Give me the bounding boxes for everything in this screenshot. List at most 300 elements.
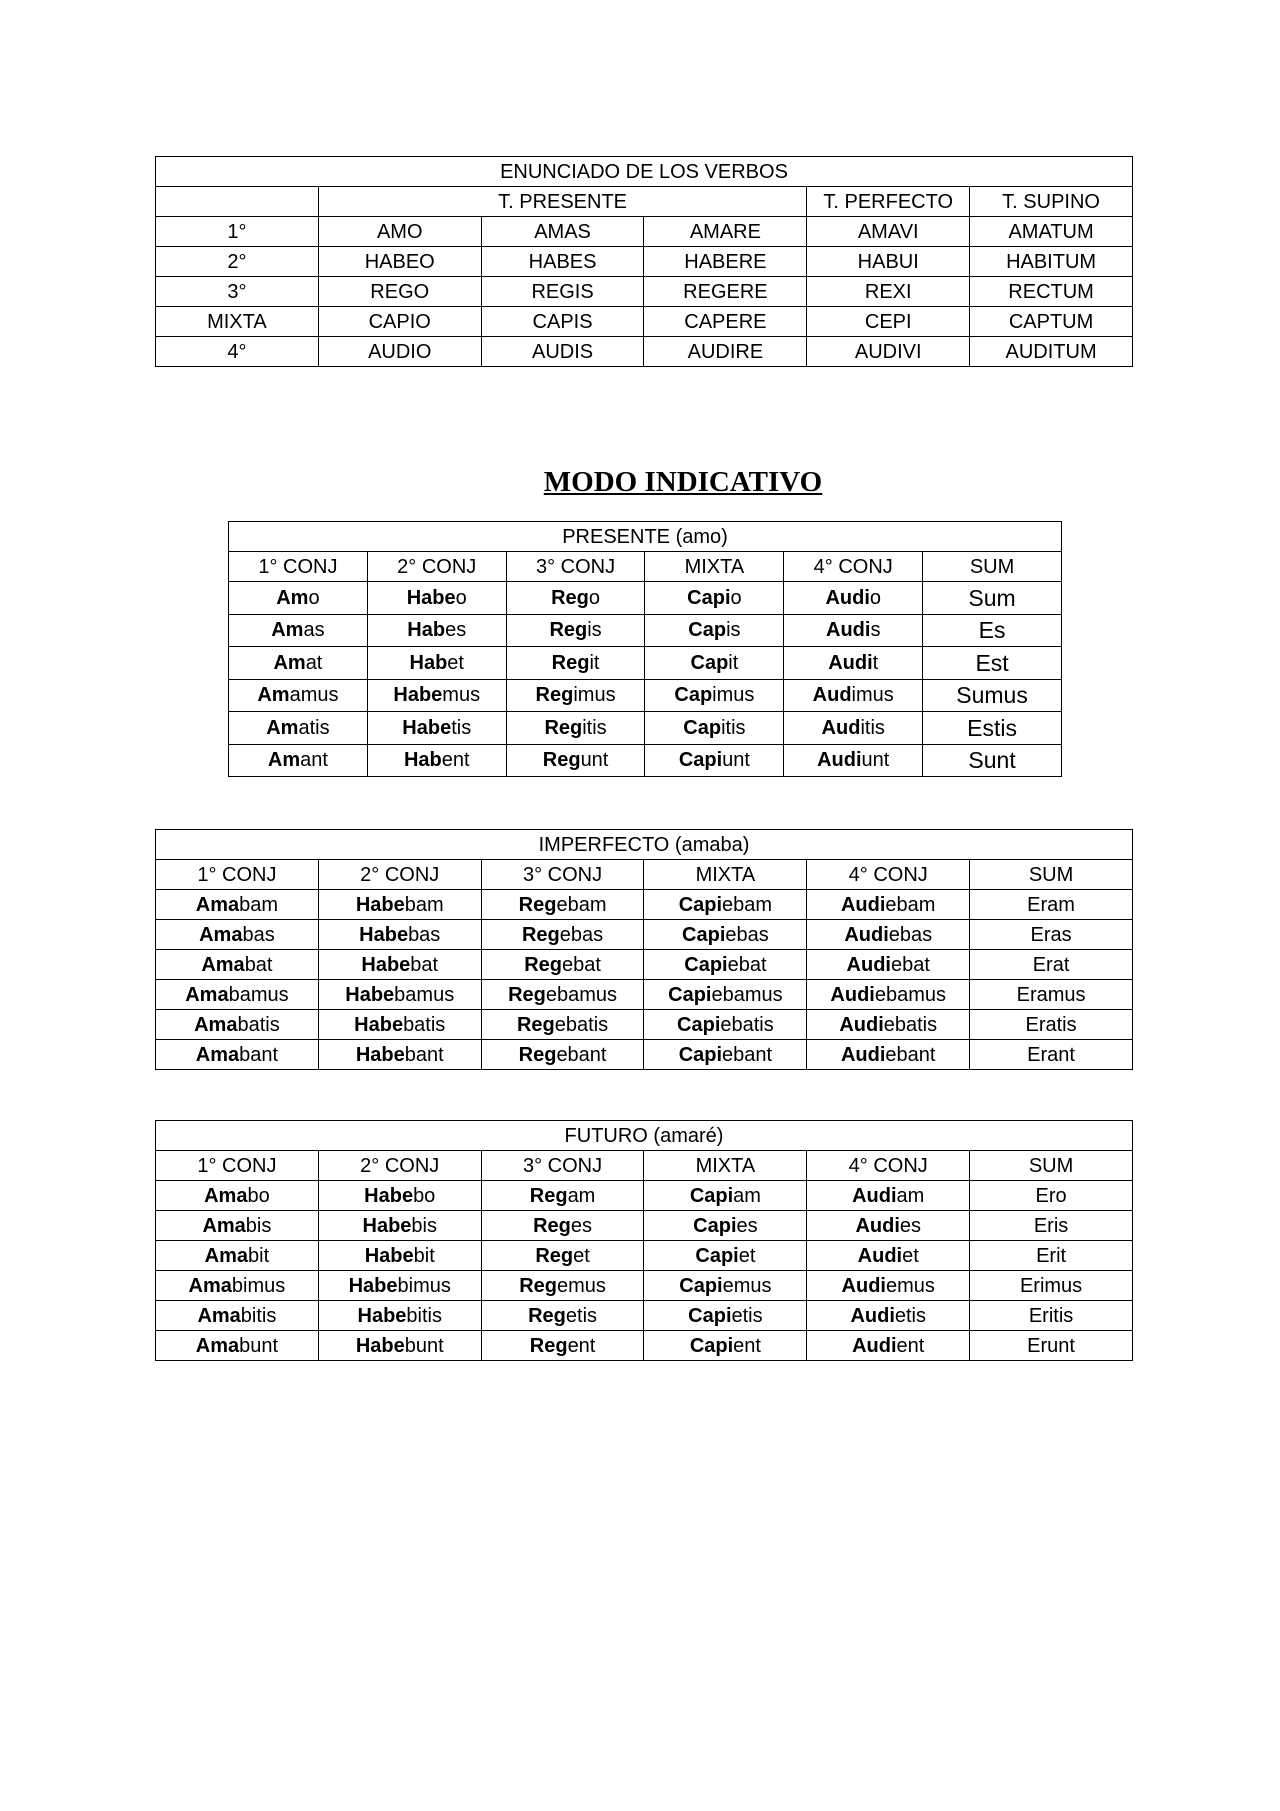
verb-ending: bit bbox=[248, 1244, 270, 1267]
verb-form-cell bbox=[506, 744, 645, 777]
verb-form-cell bbox=[644, 890, 807, 920]
verb-ending: atis bbox=[298, 716, 330, 739]
verb-form-cell bbox=[367, 712, 506, 745]
verb-ending: ebam bbox=[556, 893, 607, 916]
verb-stem: Cap bbox=[683, 716, 722, 739]
table-row bbox=[156, 950, 1133, 980]
verb-form-cell bbox=[156, 980, 319, 1010]
sum-cell: Ero bbox=[970, 1181, 1133, 1211]
verb-stem: Capi bbox=[679, 1274, 723, 1297]
table-row bbox=[156, 1010, 1133, 1040]
verb-form-cell bbox=[506, 712, 645, 745]
verb-stem: Audi bbox=[830, 983, 875, 1006]
verb-stem: Audi bbox=[852, 1184, 897, 1207]
verb-ending: itis bbox=[721, 716, 746, 739]
verb-form-cell bbox=[807, 1040, 970, 1070]
verb-stem: Habe bbox=[355, 893, 405, 916]
sum-cell: Sunt bbox=[923, 744, 1062, 777]
verb-form-cell bbox=[807, 1211, 970, 1241]
verb-stem: Capi bbox=[682, 923, 726, 946]
table-cell: CAPTUM bbox=[970, 307, 1133, 337]
verb-stem: Ama bbox=[199, 923, 243, 946]
verb-form-cell bbox=[784, 647, 923, 680]
sum-cell: Eratis bbox=[970, 1010, 1133, 1040]
verb-ending: batis bbox=[237, 1013, 280, 1036]
futuro-table bbox=[155, 1120, 1133, 1361]
verb-ending: imus bbox=[851, 684, 894, 707]
verb-form-cell bbox=[784, 712, 923, 745]
verb-form-cell bbox=[367, 582, 506, 615]
sum-cell: Est bbox=[923, 647, 1062, 680]
verb-stem: Reg bbox=[518, 893, 557, 916]
table-row bbox=[156, 307, 1133, 337]
verb-stem: Reg bbox=[519, 1274, 558, 1297]
column-header: 3° CONJ bbox=[481, 1151, 644, 1181]
verb-ending: s bbox=[870, 619, 881, 642]
verb-ending: itis bbox=[582, 716, 607, 739]
table-row bbox=[156, 337, 1133, 367]
column-header: 4° CONJ bbox=[784, 552, 923, 582]
verb-stem: Audi bbox=[817, 749, 862, 772]
verb-form-cell bbox=[156, 1181, 319, 1211]
verb-form-cell bbox=[784, 744, 923, 777]
verb-ending: o bbox=[455, 586, 467, 609]
column-header: 1° CONJ bbox=[156, 860, 319, 890]
verb-stem: Aud bbox=[821, 716, 861, 739]
verb-form-cell bbox=[784, 679, 923, 712]
column-header: SUM bbox=[970, 860, 1133, 890]
table-cell: AUDIRE bbox=[644, 337, 807, 367]
enunciado-header-empty bbox=[156, 187, 319, 217]
verb-stem: Habe bbox=[393, 684, 443, 707]
verb-stem: Ama bbox=[197, 1304, 241, 1327]
sum-cell: Erat bbox=[970, 950, 1133, 980]
verb-ending: ant bbox=[300, 749, 328, 772]
verb-form-cell bbox=[318, 1211, 481, 1241]
verb-stem: Reg bbox=[508, 983, 546, 1006]
verb-stem: Reg bbox=[516, 1013, 555, 1036]
verb-form-cell bbox=[481, 1241, 644, 1271]
table-row bbox=[156, 890, 1133, 920]
table-cell: CAPIO bbox=[318, 307, 481, 337]
verb-form-cell bbox=[367, 614, 506, 647]
verb-form-cell bbox=[156, 1271, 319, 1301]
verb-stem: Habe bbox=[355, 1334, 405, 1357]
verb-form-cell bbox=[481, 1301, 644, 1331]
column-header: 3° CONJ bbox=[506, 552, 645, 582]
verb-form-cell bbox=[644, 1211, 807, 1241]
verb-ending: mus bbox=[442, 684, 481, 707]
table-row bbox=[229, 647, 1062, 680]
verb-stem: Am bbox=[267, 749, 301, 772]
verb-ending: ent bbox=[733, 1334, 761, 1357]
verb-form-cell bbox=[506, 614, 645, 647]
verb-stem: Capi bbox=[688, 1304, 732, 1327]
verb-form-cell bbox=[367, 679, 506, 712]
table-row bbox=[156, 980, 1133, 1010]
verb-ending: ebam bbox=[722, 893, 773, 916]
sum-cell: Erant bbox=[970, 1040, 1133, 1070]
verb-form-cell bbox=[481, 920, 644, 950]
enunciado-header-supino: T. SUPINO bbox=[970, 187, 1133, 217]
verb-stem: Audi bbox=[855, 1214, 900, 1237]
column-header: 2° CONJ bbox=[318, 860, 481, 890]
verb-ending: o bbox=[588, 586, 601, 609]
verb-form-cell bbox=[645, 614, 784, 647]
verb-ending: emus bbox=[557, 1274, 606, 1297]
table-cell: REGIS bbox=[481, 277, 644, 307]
verb-form-cell bbox=[807, 1331, 970, 1361]
verb-ending: bas bbox=[242, 923, 275, 946]
verb-ending: tis bbox=[451, 716, 472, 739]
table-row bbox=[229, 744, 1062, 777]
verb-ending: am bbox=[896, 1184, 925, 1207]
sum-cell: Eram bbox=[970, 890, 1133, 920]
verb-form-cell bbox=[506, 679, 645, 712]
table-row bbox=[156, 247, 1133, 277]
table-cell: 1° bbox=[156, 217, 319, 247]
verb-form-cell bbox=[645, 712, 784, 745]
table-cell: HABUI bbox=[807, 247, 970, 277]
verb-stem: Ama bbox=[201, 953, 245, 976]
verb-form-cell bbox=[644, 1241, 807, 1271]
verb-form-cell bbox=[645, 582, 784, 615]
verb-form-cell bbox=[156, 1010, 319, 1040]
verb-stem: Capi bbox=[677, 1013, 721, 1036]
verb-ending: bat bbox=[410, 953, 439, 976]
table-row bbox=[156, 1040, 1133, 1070]
verb-stem: Capi bbox=[684, 953, 728, 976]
verb-stem: Reg bbox=[524, 953, 562, 976]
column-header: SUM bbox=[970, 1151, 1133, 1181]
verb-stem: Audi bbox=[857, 1244, 903, 1267]
table-title: PRESENTE (amo) bbox=[229, 522, 1062, 552]
verb-form-cell bbox=[156, 1331, 319, 1361]
verb-form-cell bbox=[506, 582, 645, 615]
sum-cell: Es bbox=[923, 614, 1062, 647]
verb-ending: ent bbox=[441, 749, 470, 772]
verb-form-cell bbox=[318, 950, 481, 980]
verb-stem: Reg bbox=[521, 923, 560, 946]
sum-cell: Erimus bbox=[970, 1271, 1133, 1301]
verb-stem: Audi bbox=[844, 923, 889, 946]
table-row bbox=[156, 920, 1133, 950]
verb-ending: bunt bbox=[404, 1334, 444, 1357]
verb-stem: Ama bbox=[202, 1214, 246, 1237]
verb-stem: Capi bbox=[689, 1184, 734, 1207]
verb-ending: ebatis bbox=[554, 1013, 609, 1036]
verb-ending: bam bbox=[239, 893, 279, 916]
imperfecto-table bbox=[155, 829, 1133, 1070]
table-cell: AMATUM bbox=[970, 217, 1133, 247]
verb-form-cell bbox=[644, 1181, 807, 1211]
verb-ending: bamus bbox=[394, 983, 455, 1006]
verb-ending: es bbox=[570, 1214, 593, 1237]
verb-form-cell bbox=[318, 1271, 481, 1301]
verb-ending: ent bbox=[896, 1334, 925, 1357]
verb-stem: Audi bbox=[841, 1274, 886, 1297]
verb-form-cell bbox=[318, 1301, 481, 1331]
table-cell: AUDIS bbox=[481, 337, 644, 367]
verb-stem: Habe bbox=[359, 923, 409, 946]
verb-stem: Capi bbox=[678, 1043, 723, 1066]
verb-ending: amus bbox=[289, 684, 339, 707]
verb-stem: Am bbox=[271, 619, 304, 642]
verb-stem: Aud bbox=[812, 684, 852, 707]
verb-stem: Habe bbox=[357, 1304, 407, 1327]
verb-form-cell bbox=[229, 679, 368, 712]
verb-form-cell bbox=[156, 890, 319, 920]
verb-form-cell bbox=[229, 712, 368, 745]
sum-cell: Eritis bbox=[970, 1301, 1133, 1331]
verb-stem: Audi bbox=[846, 953, 891, 976]
sum-cell: Eras bbox=[970, 920, 1133, 950]
table-row bbox=[156, 1181, 1133, 1211]
verb-stem: Capi bbox=[678, 893, 723, 916]
verb-stem: Ama bbox=[204, 1244, 249, 1267]
verb-stem: Audi bbox=[825, 586, 870, 609]
verb-ending: bo bbox=[247, 1184, 270, 1207]
verb-form-cell bbox=[807, 1271, 970, 1301]
verb-ending: bas bbox=[408, 923, 441, 946]
verb-form-cell bbox=[807, 890, 970, 920]
verb-form-cell bbox=[481, 1181, 644, 1211]
verb-stem: Ama bbox=[195, 1043, 240, 1066]
table-row bbox=[229, 614, 1062, 647]
verb-ending: it bbox=[728, 651, 739, 674]
verb-ending: at bbox=[305, 651, 323, 674]
verb-form-cell bbox=[644, 1271, 807, 1301]
verb-ending: ebatis bbox=[883, 1013, 938, 1036]
verb-ending: et bbox=[902, 1244, 919, 1267]
verb-stem: Audi bbox=[852, 1334, 897, 1357]
verb-form-cell bbox=[644, 980, 807, 1010]
verb-stem: Am bbox=[266, 716, 299, 739]
column-header: 1° CONJ bbox=[156, 1151, 319, 1181]
sum-cell: Erit bbox=[970, 1241, 1133, 1271]
verb-stem: Reg bbox=[529, 1184, 568, 1207]
verb-stem: Reg bbox=[549, 619, 588, 642]
verb-ending: unt bbox=[861, 749, 890, 772]
verb-form-cell bbox=[318, 890, 481, 920]
verb-form-cell bbox=[156, 1211, 319, 1241]
verb-ending: ebas bbox=[559, 923, 604, 946]
verb-form-cell bbox=[784, 614, 923, 647]
verb-stem: Am bbox=[273, 651, 306, 674]
sum-cell: Sum bbox=[923, 582, 1062, 615]
verb-form-cell bbox=[481, 1010, 644, 1040]
column-header: 4° CONJ bbox=[807, 860, 970, 890]
verb-ending: es bbox=[445, 619, 467, 642]
verb-ending: bitis bbox=[406, 1304, 442, 1327]
table-cell: 4° bbox=[156, 337, 319, 367]
verb-ending: bamus bbox=[228, 983, 289, 1006]
verb-ending: bant bbox=[404, 1043, 444, 1066]
table-row bbox=[156, 1271, 1133, 1301]
verb-ending: bis bbox=[245, 1214, 272, 1237]
verb-form-cell bbox=[644, 920, 807, 950]
verb-ending: ebat bbox=[562, 953, 601, 976]
column-header: MIXTA bbox=[644, 1151, 807, 1181]
verb-ending: as bbox=[303, 619, 325, 642]
sum-cell: Eris bbox=[970, 1211, 1133, 1241]
verb-form-cell bbox=[481, 1331, 644, 1361]
table-row bbox=[229, 582, 1062, 615]
table-title: FUTURO (amaré) bbox=[156, 1121, 1133, 1151]
verb-stem: Am bbox=[257, 684, 290, 707]
verb-form-cell bbox=[644, 1331, 807, 1361]
table-cell: REXI bbox=[807, 277, 970, 307]
verb-ending: et bbox=[447, 651, 464, 674]
verb-ending: o bbox=[730, 586, 742, 609]
verb-stem: Habe bbox=[402, 716, 452, 739]
verb-form-cell bbox=[644, 1010, 807, 1040]
verb-stem: Habe bbox=[362, 1214, 412, 1237]
verb-stem: Audi bbox=[840, 893, 886, 916]
column-header: 3° CONJ bbox=[481, 860, 644, 890]
verb-ending: itis bbox=[860, 716, 885, 739]
verb-stem: Hab bbox=[409, 651, 448, 674]
verb-stem: Capi bbox=[695, 1244, 739, 1267]
verb-stem: Habe bbox=[348, 1274, 398, 1297]
verb-ending: o bbox=[308, 586, 320, 609]
table-row bbox=[229, 712, 1062, 745]
verb-ending: bimus bbox=[231, 1274, 286, 1297]
verb-stem: Reg bbox=[529, 1334, 568, 1357]
verb-stem: Habe bbox=[361, 953, 411, 976]
verb-ending: ebatis bbox=[720, 1013, 774, 1036]
enunciado-title: ENUNCIADO DE LOS VERBOS bbox=[156, 157, 1133, 187]
verb-stem: Audi bbox=[826, 619, 871, 642]
verb-ending: ebamus bbox=[545, 983, 618, 1006]
verb-form-cell bbox=[229, 647, 368, 680]
verb-ending: et bbox=[738, 1244, 756, 1267]
verb-stem: Ama bbox=[194, 1013, 238, 1036]
table-row bbox=[156, 1241, 1133, 1271]
verb-form-cell bbox=[318, 920, 481, 950]
verb-ending: is bbox=[587, 619, 602, 642]
verb-ending: ebamus bbox=[711, 983, 783, 1006]
verb-ending: emus bbox=[885, 1274, 935, 1297]
verb-stem: Reg bbox=[544, 716, 583, 739]
verb-stem: Habe bbox=[364, 1244, 414, 1267]
verb-stem: Reg bbox=[551, 651, 590, 674]
verb-stem: Audi bbox=[850, 1304, 895, 1327]
column-header: 1° CONJ bbox=[229, 552, 368, 582]
table-row bbox=[229, 679, 1062, 712]
verb-stem: Cap bbox=[688, 619, 727, 642]
verb-form-cell bbox=[229, 744, 368, 777]
verb-ending: ebant bbox=[885, 1043, 936, 1066]
verb-stem: Am bbox=[276, 586, 309, 609]
verb-form-cell bbox=[645, 744, 784, 777]
verb-stem: Reg bbox=[518, 1043, 557, 1066]
verb-stem: Ama bbox=[185, 983, 229, 1006]
verb-form-cell bbox=[156, 1241, 319, 1271]
table-cell: MIXTA bbox=[156, 307, 319, 337]
verb-ending: etis bbox=[731, 1304, 763, 1327]
table-row bbox=[156, 1211, 1133, 1241]
verb-ending: imus bbox=[573, 684, 616, 707]
column-header: 2° CONJ bbox=[318, 1151, 481, 1181]
verb-form-cell bbox=[807, 1181, 970, 1211]
verb-ending: am bbox=[733, 1184, 761, 1207]
verb-form-cell bbox=[807, 1010, 970, 1040]
verb-form-cell bbox=[367, 744, 506, 777]
table-cell: REGERE bbox=[644, 277, 807, 307]
verb-ending: is bbox=[726, 619, 741, 642]
verb-form-cell bbox=[156, 920, 319, 950]
verb-form-cell bbox=[644, 950, 807, 980]
table-cell: RECTUM bbox=[970, 277, 1133, 307]
verb-ending: ent bbox=[567, 1334, 596, 1357]
verb-stem: Ama bbox=[204, 1184, 248, 1207]
verb-stem: Ama bbox=[195, 1334, 240, 1357]
verb-ending: unt bbox=[580, 749, 609, 772]
table-cell: AMARE bbox=[644, 217, 807, 247]
verb-stem: Habe bbox=[345, 983, 395, 1006]
table-row bbox=[156, 1331, 1133, 1361]
verb-ending: et bbox=[573, 1244, 590, 1267]
table-cell: HABITUM bbox=[970, 247, 1133, 277]
verb-ending: ebamus bbox=[874, 983, 947, 1006]
verb-form-cell bbox=[506, 647, 645, 680]
verb-form-cell bbox=[481, 950, 644, 980]
table-cell: AMO bbox=[318, 217, 481, 247]
table-cell: HABEO bbox=[318, 247, 481, 277]
verb-ending: ebat bbox=[890, 953, 930, 976]
table-cell: CAPIS bbox=[481, 307, 644, 337]
enunciado-header-presente: T. PRESENTE bbox=[318, 187, 806, 217]
verb-stem: Capi bbox=[668, 983, 712, 1006]
verb-stem: Capi bbox=[678, 749, 723, 772]
presente-table bbox=[228, 521, 1062, 777]
verb-stem: Reg bbox=[533, 1214, 571, 1237]
table-row bbox=[156, 277, 1133, 307]
verb-form-cell bbox=[156, 950, 319, 980]
column-header: 4° CONJ bbox=[807, 1151, 970, 1181]
verb-stem: Cap bbox=[674, 684, 713, 707]
verb-form-cell bbox=[318, 1181, 481, 1211]
verb-form-cell bbox=[229, 614, 368, 647]
table-cell: REGO bbox=[318, 277, 481, 307]
verb-form-cell bbox=[807, 950, 970, 980]
verb-ending: ebam bbox=[885, 893, 936, 916]
verb-ending: bitis bbox=[240, 1304, 277, 1327]
verb-stem: Audi bbox=[839, 1013, 884, 1036]
verb-stem: Reg bbox=[542, 749, 581, 772]
verb-form-cell bbox=[644, 1040, 807, 1070]
verb-form-cell bbox=[481, 1271, 644, 1301]
verb-form-cell bbox=[644, 1301, 807, 1331]
verb-form-cell bbox=[481, 1040, 644, 1070]
verb-ending: ebant bbox=[722, 1043, 773, 1066]
verb-ending: batis bbox=[403, 1013, 446, 1036]
verb-form-cell bbox=[229, 582, 368, 615]
verb-form-cell bbox=[481, 1211, 644, 1241]
verb-stem: Hab bbox=[403, 749, 442, 772]
verb-form-cell bbox=[784, 582, 923, 615]
verb-ending: bit bbox=[413, 1244, 435, 1267]
sum-cell: Sumus bbox=[923, 679, 1062, 712]
table-cell: AUDITUM bbox=[970, 337, 1133, 367]
verb-form-cell bbox=[318, 1331, 481, 1361]
verb-stem: Cap bbox=[690, 651, 729, 674]
sum-cell: Eramus bbox=[970, 980, 1133, 1010]
verb-form-cell bbox=[318, 1040, 481, 1070]
verb-ending: o bbox=[869, 586, 881, 609]
verb-stem: Capi bbox=[689, 1334, 734, 1357]
